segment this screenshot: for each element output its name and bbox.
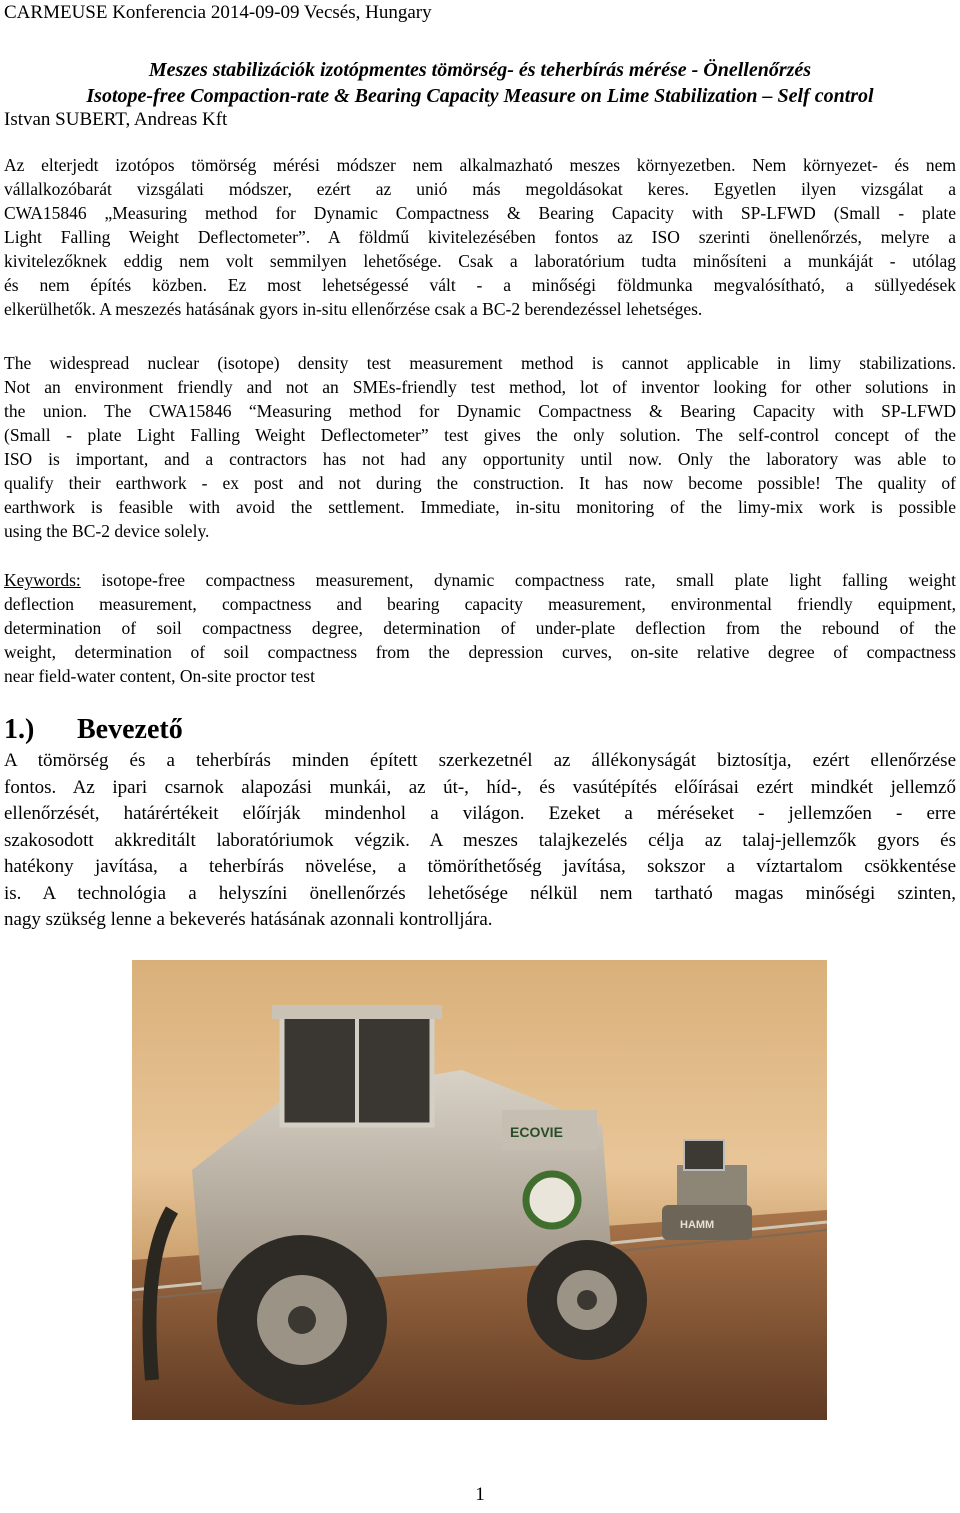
abstract-hu-line: Light Falling Weight Deflectometer”. A földmű kivitelezésében fontos az ISO szerinti önellenőrzés, melyre a [4,227,956,247]
abstract-en-line: Not an environment friendly and not an SMEs-friendly test method, lot of inventor looking for other solutions in [4,377,956,397]
introduction-paragraph [4,748,956,934]
keywords-line: weight, determination of soil compactness from the depression curves, on-site relative degree of compactness [4,642,956,662]
abstract-en-line: ISO is important, and a contractors has not had any opportunity until now. Only the laboratory was able to [4,449,956,469]
abstract-hu-line: kivitelezőknek eddig nem volt semmilyen lehetősége. Csak a laboratórium tudta minősíteni a munkáját - utólag [4,251,956,271]
keywords-text: isotope-free compactness measurement, dynamic compactness rate, small plate light falling weight [80,570,956,590]
roller-brand-text: HAMM [680,1219,715,1231]
page-number: 1 [475,1484,485,1505]
machine-brand-text: ECOVIE [510,1124,563,1140]
conference-header: CARMEUSE Konferencia 2014-09-09 Vecsés, Hungary [4,2,432,23]
construction-photo [132,960,827,1420]
abstract-en-line: The widespread nuclear (isotope) density test measurement method is cannot applicable in limy stabilizations. [4,353,956,373]
keywords-line: determination of soil compactness degree, determination of under-plate deflection from the rebound of the [4,618,956,638]
section-number: 1.) [4,714,35,745]
keywords [4,568,956,688]
intro-line: hatékony javítása, a teherbírás növelése, a tömöríthetőség javítása, sokszor a víztartalom csökkentése [4,856,956,877]
intro-line: ellenőrzését, határértékeit előírják mindenhol a világon. Ezeket a méréseket - jellemzően - erre [4,803,956,824]
intro-line: nagy szükség lenne a bekeverés hatásának azonnali kontrolljára. [4,909,493,930]
abstract-hu-line: Az elterjedt izotópos tömörség mérési módszer nem alkalmazható meszes környezetben. Nem környezet- és nem [4,155,956,175]
keywords-line-first [4,568,956,592]
intro-line: szakosodott akkreditált laboratóriumok végzik. A meszes talajkezelés célja az talaj-jellemzők gyors és [4,829,956,851]
keywords-line: deflection measurement, compactness and bearing capacity measurement, environmental friendly equipment, [4,594,956,614]
section-title: Bevezető [77,714,183,745]
abstract-hungarian [4,153,956,321]
abstract-hu-line: elkerülhetők. A meszezés hatásának gyors in-situ ellenőrzése csak a BC-2 berendezéssel lehetséges. [4,299,703,319]
abstract-en-line: (Small - plate Light Falling Weight Deflectometer” test gives the only solution. The self-control concept of the [4,425,956,445]
abstract-english [4,351,956,543]
abstract-en-line: qualify their earthwork - ex post and not during the construction. It has now become possible! The quality of [4,473,956,493]
abstract-hu-line: vállalkozóbarát vizsgálati módszer, ezért az unió más megoldásokat keres. Egyetlen ilyen vizsgálat a [4,179,956,199]
stabilizer-machine-illustration [132,960,827,1420]
intro-line: fontos. Az ipari csarnok alapozási munkái, az út-, híd-, és vasútépítés előírásai ezért mindkét jellemző [4,776,956,798]
keywords-label: Keywords: [4,570,81,590]
keywords-line: near field-water content, On-site proctor test [4,666,315,686]
section-heading [4,712,183,748]
authors: Istvan SUBERT, Andreas Kft [4,109,228,130]
abstract-en-line: the union. The CWA15846 “Measuring method for Dynamic Compactness & Bearing Capacity with SP-LFWD [4,401,956,421]
title-hungarian: Meszes stabilizációk izotópmentes tömörség- és teherbírás mérése - Önellenőrzés [148,59,812,81]
intro-line: is. A technológia a helyszíni önellenőrzés lehetősége nélkül nem tartható magas minőségi szinten, [4,882,956,904]
abstract-hu-line: CWA15846 „Measuring method for Dynamic Compactness & Bearing Capacity with SP-LFWD (Small - plate [4,203,956,223]
intro-line: A tömörség és a teherbírás minden épített szerkezetnél az állékonyságát biztosítja, ezért ellenőrzése [4,750,956,771]
title-english: Isotope-free Compaction-rate & Bearing Capacity Measure on Lime Stabilization – Self control [86,85,874,107]
abstract-en-line: earthwork is feasible with avoid the settlement. Immediate, in-situ monitoring of the limy-mix work is possible [4,497,956,517]
logo-circle [526,1174,578,1226]
abstract-hu-line: és nem építés közben. Ez most lehetségessé vált - a minőségi földmunka megvalósítható, a süllyedések [4,275,956,295]
abstract-en-line: using the BC-2 device solely. [4,521,210,541]
